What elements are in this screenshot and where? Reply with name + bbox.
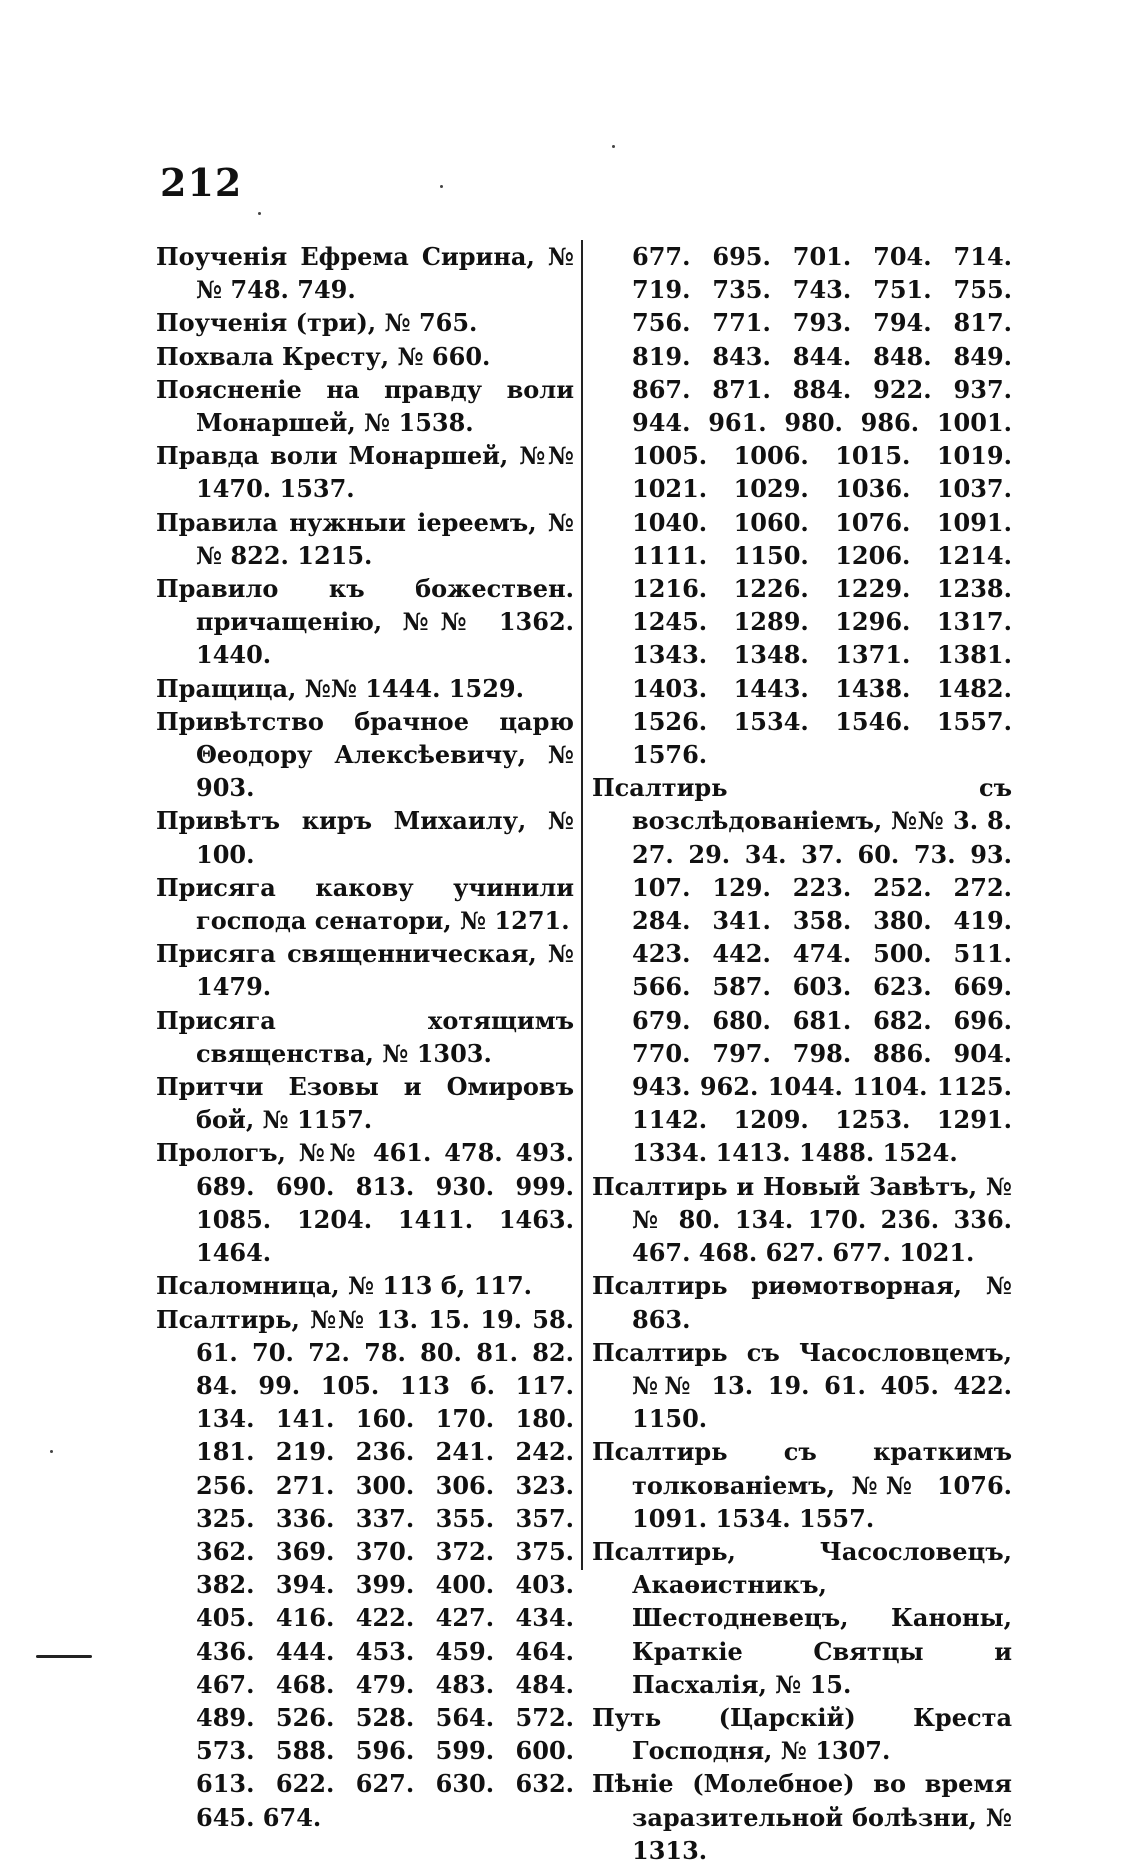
print-speck (440, 185, 443, 188)
index-entry: Пращица, №№ 1444. 1529. (156, 673, 524, 703)
index-entry: Привѣтъ киръ Михаилу, № 100. (156, 806, 574, 869)
index-entry: Притчи Езовы и Омировъ бой, № 1157. (156, 1072, 574, 1135)
index-entry: Псалтирь риѳмотворная, № 863. (592, 1271, 1012, 1334)
page-number: 212 (160, 160, 243, 205)
index-entry: Псалтирь, №№ 13. 15. 19. 58. 61. 70. 72. 78. 80. 81. 82. 84. 99. 105. 113 б. 117. 134. 141. 160. 170. 180. 181. 219. 236. 241. 242. 256. 271. 300. 306. 323. 325. 336. 337. 355. 357. 362. 369. 370. 372. 375. 382. 394. 399. 400. 403. 405. 416. 422. 427. 434. 436. 444. 453. 459. 464. 467. 468. 479. 483. 484. 489. 526. 528. 564. 572. 573. 588. 596. 599. 600. 613. 622. 627. 630. 632. 645. 674. (156, 1304, 574, 1832)
index-entry: Путь (Царскій) Креста Господня, № 1307. (592, 1702, 1012, 1766)
index-entry: Псаломница, № 113 б, 117. (156, 1271, 533, 1301)
index-entry: Псалтирь съ краткимъ толкованіемъ, №№ 1076. 1091. 1534. 1557. (592, 1437, 1012, 1533)
margin-dash-mark (36, 1655, 92, 1658)
print-speck (258, 212, 261, 215)
index-entry: Присяга священническая, № 1479. (156, 939, 574, 1002)
index-entry: Прологъ, №№ 461. 478. 493. 689. 690. 813. 930. 999. 1085. 1204. 1411. 1463. 1464. (156, 1138, 574, 1268)
index-entry: Поученія Ефрема Сирина, №№ 748. 749. (156, 242, 574, 305)
index-entry: Правда воли Монаршей, №№ 1470. 1537. (156, 441, 574, 504)
index-entry: Поученія (три), № 765. (156, 308, 478, 338)
index-entry: Псалтирь съ возслѣдованіемъ, №№ 3. 8. 27. 29. 34. 37. 60. 73. 93. 107. 129. 223. 252. 272. 284. 341. 358. 380. 419. 423. 442. 474. 500. 511. 566. 587. 603. 623. 669. 679. 680. 681. 682. 696. 770. 797. 798. 886. 904. 943. 962. 1044. 1104. 1125. 1142. 1209. 1253. 1291. 1334. 1413. 1488. 1524. (592, 773, 1012, 1168)
index-entry: Привѣтство брачное царю Θеодору Алексѣевичу, № 903. (156, 706, 574, 803)
index-entry: Псалтирь съ Часословцемъ, №№ 13. 19. 61. 405. 422. 1150. (592, 1337, 1012, 1434)
column-divider (581, 240, 583, 1570)
index-entry-continuation: 677. 695. 701. 704. 714. 719. 735. 743. 751. 755. 756. 771. 793. 794. 817. 819. 843. 844. 848. 849. 867. 871. 884. 922. 937. 944. 961. 980. 986. 1001. 1005. 1006. 1015. 1019. 1021. 1029. 1036. 1037. 1040. 1060. 1076. 1091. 1111. 1150. 1206. 1214. 1216. 1226. 1229. 1238. 1245. 1289. 1296. 1317. 1343. 1348. 1371. 1381. 1403. 1443. 1438. 1482. 1526. 1534. 1546. 1557. 1576. (632, 242, 1012, 770)
index-entry: Присяга хотящимъ священства, № 1303. (156, 1005, 574, 1068)
print-speck (50, 1450, 53, 1453)
index-entry: Правила нужныи іереемъ, №№ 822. 1215. (156, 507, 574, 570)
index-entry: Пѣніе (Молебное) во время заразительной болѣзни, № 1313. (592, 1769, 1012, 1865)
print-speck (612, 145, 615, 148)
right-column (592, 240, 1012, 1867)
index-entry: Правило къ божествен. причащенію, №№ 1362. 1440. (156, 574, 574, 670)
left-column (156, 240, 574, 1834)
index-entry: Псалтирь и Новый Завѣтъ, №№ 80. 134. 170. 236. 336. 467. 468. 627. 677. 1021. (592, 1171, 1012, 1268)
index-entry: Псалтирь, Часословецъ, Акаѳистникъ, Шестодневецъ, Каноны, Краткіе Святцы и Пасхалія, № 15. (592, 1536, 1012, 1699)
index-entry: Поясненіе на правду воли Монаршей, № 1538. (156, 374, 574, 438)
index-entry: Похвала Кресту, № 660. (156, 341, 491, 371)
index-entry: Присяга какову учинили господа сенатори, № 1271. (156, 872, 574, 936)
